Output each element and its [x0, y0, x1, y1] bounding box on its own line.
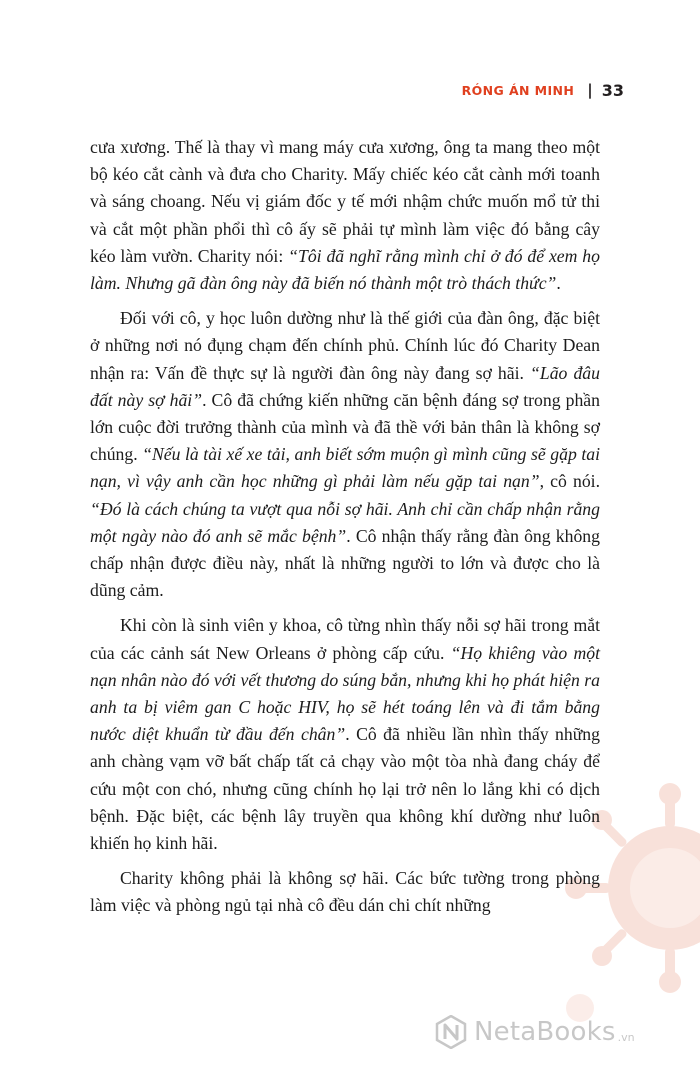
quote-text: “Đó là cách chúng ta vượt qua nỗi sợ hãi. Anh chỉ cần chấp nhận rằng một ngày nào đó anh sẽ mắc bệnh”	[90, 498, 600, 546]
body-text	[90, 134, 600, 928]
quote-text: “Nếu là tài xế xe tải, anh biết sớm muộn gì mình cũng sẽ gặp tai nạn, vì vậy anh cần học những gì phải làm nếu gặp tai nạn”	[90, 444, 600, 492]
body-text-run: cưa xương. Thế là thay vì mang máy cưa xương, ông ta mang theo một bộ kéo cắt cành và đưa cho Charity. Mấy chiếc kéo cắt cành mới toanh và sáng choang. Nếu vị giám đốc y tế mới nhậm chức muốn mổ tử thi và cắt một phần phổi thì cô ấy sẽ phải tự mình làm việc đó bằng cây kéo làm vườn. Charity nói:	[90, 137, 600, 266]
chapter-title: RÓNG ÁN MINH	[461, 82, 575, 98]
body-text-run: Đối với cô, y học luôn dường như là thế giới của đàn ông, đặc biệt ở những nơi nó đụng chạm đến chính phủ. Chính lúc đó Charity Dean nhận ra: Vấn đề thực sự là người đàn ông này đang sợ hãi.	[90, 308, 600, 383]
watermark	[434, 1012, 635, 1052]
body-text-run: Khi còn là sinh viên y khoa, cô từng nhìn thấy nỗi sợ hãi trong mắt của các cảnh sát New Orleans ở phòng cấp cứu.	[90, 615, 600, 663]
paragraph	[90, 305, 600, 604]
body-text-run: .	[556, 273, 561, 294]
body-text-run: . Cô nhận thấy rằng đàn ông không chấp nhận được điều này, nhất là những người to lớn và được cho là dũng cảm.	[90, 525, 600, 601]
watermark-brand: NetaBooks	[474, 1017, 616, 1047]
body-text-run: . Cô đã chứng kiến những căn bệnh đáng sợ trong phần lớn cuộc đời trưởng thành của mình và đã thề với bản thân là không sợ chúng.	[90, 389, 601, 465]
running-header	[462, 78, 624, 102]
body-text-run: , cô nói.	[539, 471, 600, 492]
paragraph	[90, 865, 600, 919]
quote-text: “Họ khiêng vào một nạn nhân nào đó với vết thương do súng bắn, nhưng khi họ phát hiện ra anh ta bị viêm gan C hoặc HIV, họ sẽ hét toáng lên và đi tắm bằng nước diệt khuẩn từ đầu đến chân”	[90, 642, 600, 745]
quote-text: “Lão đâu đất này sợ hãi”	[90, 362, 600, 410]
watermark-domain: .vn	[617, 1030, 635, 1044]
body-text-run: . Cô đã nhiều lần nhìn thấy những anh chàng vạm vỡ bất chấp tất cả chạy vào một tòa nhà đang cháy để cứu một con chó, nhưng cũng chính họ lại trở nên lo lắng khi có dịch bệnh. Đặc biệt, các bệnh lây truyền qua không khí dường như luôn khiến họ kinh hãi.	[90, 724, 600, 854]
paragraph	[90, 612, 600, 857]
page-number: 33	[601, 80, 624, 100]
n-hexagon-logo-icon	[434, 1015, 468, 1049]
body-text-run: Charity không phải là không sợ hãi. Các bức tường trong phòng làm việc và phòng ngủ tại nhà cô đều dán chi chít những	[90, 868, 600, 916]
header-separator: |	[587, 81, 593, 99]
quote-text: “Tôi đã nghĩ rằng mình chỉ ở đó để xem họ làm. Nhưng gã đàn ông này đã biến nó thành một trò thách thức”	[90, 245, 600, 294]
paragraph	[90, 134, 600, 297]
